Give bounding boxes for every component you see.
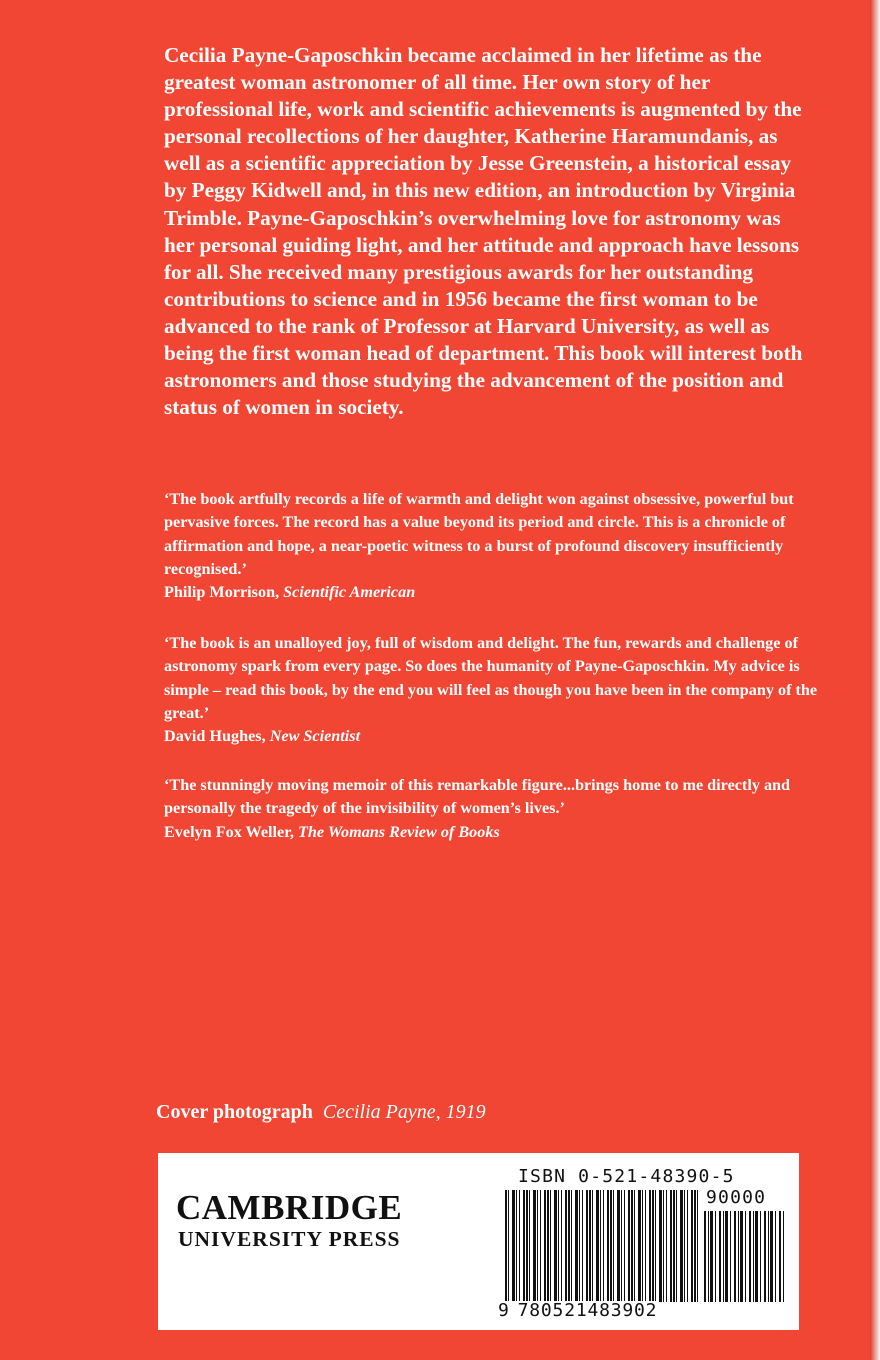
book-description: Cecilia Payne-Gaposchkin became acclaimed in her lifetime as the greatest woman astronomer of all time. Her own story of her professional life, work and scientific achievements is augmented by the personal recollections of her daughter, Katherine Haramundanis, as well as a scientific appreciation by Jesse Greenstein, a historical essay by Peggy Kidwell and, in this new edition, an introduction by Virginia Trimble. Payne-Gaposchkin’s overwhelming love for astronomy was her personal guiding light, and her attitude and approach have lessons for all. She received many prestigious awards for her outstanding contributions to science and in 1956 became the first woman to be advanced to the rank of Professor at Harvard University, as well as being the first woman head of department. This book will interest both astronomers and those studying the advancement of the position and status of women in society. xyxy=(164,43,803,420)
reviewer-name: David Hughes, xyxy=(164,727,266,746)
review-publication: The Womans Review of Books xyxy=(298,822,500,841)
reviewer-name: Philip Morrison, xyxy=(164,583,280,602)
review-quote-2 xyxy=(164,632,824,748)
price-code: 90000 xyxy=(706,1187,767,1208)
review-attribution xyxy=(164,725,824,748)
review-quote-3 xyxy=(164,774,824,844)
ean-lead-digit: 9 xyxy=(498,1300,510,1321)
isbn-number: ISBN 0-521-48390-5 xyxy=(518,1166,735,1187)
review-text: ‘The book is an unalloyed joy, full of wisdom and delight. The fun, rewards and challenge of astronomy spark from every page. So does the humanity of Payne-Gaposchkin. My advice is simple – read this book, by the end you will feel as though you have been in the company of the great.’ xyxy=(164,634,818,722)
publisher-barcode-panel xyxy=(158,1153,799,1330)
cover-photo-caption: Cecilia Payne, 1919 xyxy=(322,1101,486,1123)
review-quote-1 xyxy=(164,488,824,604)
review-publication: Scientific American xyxy=(283,583,416,602)
cover-photo-label: Cover photograph xyxy=(156,1101,313,1123)
publisher-subtitle: UNIVERSITY PRESS xyxy=(178,1227,401,1251)
publisher-logo xyxy=(176,1189,402,1251)
page-edge xyxy=(870,0,880,1360)
ean-digits xyxy=(498,1301,657,1321)
publisher-name: CAMBRIDGE xyxy=(176,1188,403,1227)
reviewer-name: Evelyn Fox Weller, xyxy=(164,822,294,841)
ean-digit-group: 780521483902 xyxy=(517,1300,658,1321)
review-text: ‘The book artfully records a life of warmth and delight won against obsessive, powerful but pervasive forces. The record has a value beyond its period and circle. This is a chronicle of affirmation and hope, a near-poetic witness to a burst of profound discovery insufficiently recognised.’ xyxy=(164,490,794,578)
review-publication: New Scientist xyxy=(269,727,361,746)
review-text: ‘The stunningly moving memoir of this remarkable figure...brings home to me directly and personally the tragedy of the invisibility of women’s lives.’ xyxy=(164,776,791,818)
review-attribution xyxy=(164,821,824,844)
ean-barcode-icon xyxy=(505,1190,701,1302)
cover-photo-credit xyxy=(156,1099,486,1125)
addon-barcode-icon xyxy=(704,1211,784,1302)
review-attribution xyxy=(164,581,824,604)
